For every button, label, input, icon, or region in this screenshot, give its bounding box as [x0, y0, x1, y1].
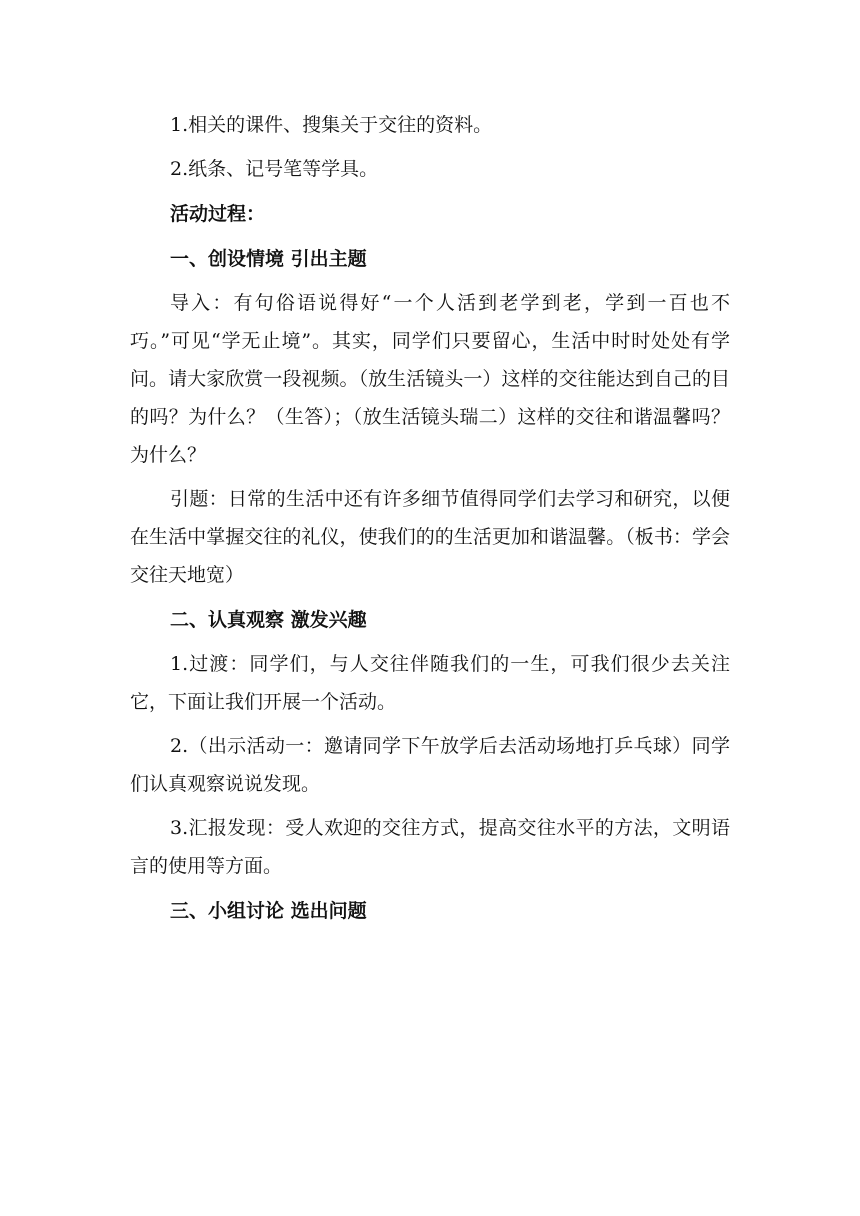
document-body — [130, 106, 730, 930]
material-item-1: 1.相关的课件、搜集关于交往的资料。 — [170, 114, 493, 136]
paragraph-intro: 导入：有句俗语说得好“一个人活到老学到老，学到一百也不巧。”可见“学无止境”。其实，同学们只要留心，生活中时时处处有学问。请大家欣赏一段视频。（放生活镜头一）这样的交往能达到自己的目的吗？为什么？（生答）；（放生活镜头瑞二）这样的交往和谐温馨吗？为什么？ — [130, 292, 730, 466]
section-heading-3: 三、小组讨论 选出问题 — [170, 900, 367, 922]
section-heading-1: 一、创设情境 引出主题 — [170, 248, 367, 270]
section-heading-process: 活动过程： — [170, 203, 266, 225]
paragraph-topic: 引题：日常的生活中还有许多细节值得同学们去学习和研究，以便在生活中掌握交往的礼仪，使我们的的生活更加和谐温馨。（板书：学会交往天地宽） — [130, 488, 730, 586]
paragraph-transition: 1.过渡：同学们，与人交往伴随我们的一生，可我们很少去关注它，下面让我们开展一个活动。 — [130, 653, 730, 713]
material-item-2: 2.纸条、记号笔等学具。 — [170, 158, 379, 180]
section-heading-2: 二、认真观察 激发兴趣 — [170, 609, 367, 631]
paragraph-report: 3.汇报发现：受人欢迎的交往方式，提高交往水平的方法，文明语言的使用等方面。 — [130, 817, 730, 877]
paragraph-activity-1: 2.（出示活动一：邀请同学下午放学后去活动场地打乒乓球）同学们认真观察说说发现。 — [130, 735, 730, 795]
